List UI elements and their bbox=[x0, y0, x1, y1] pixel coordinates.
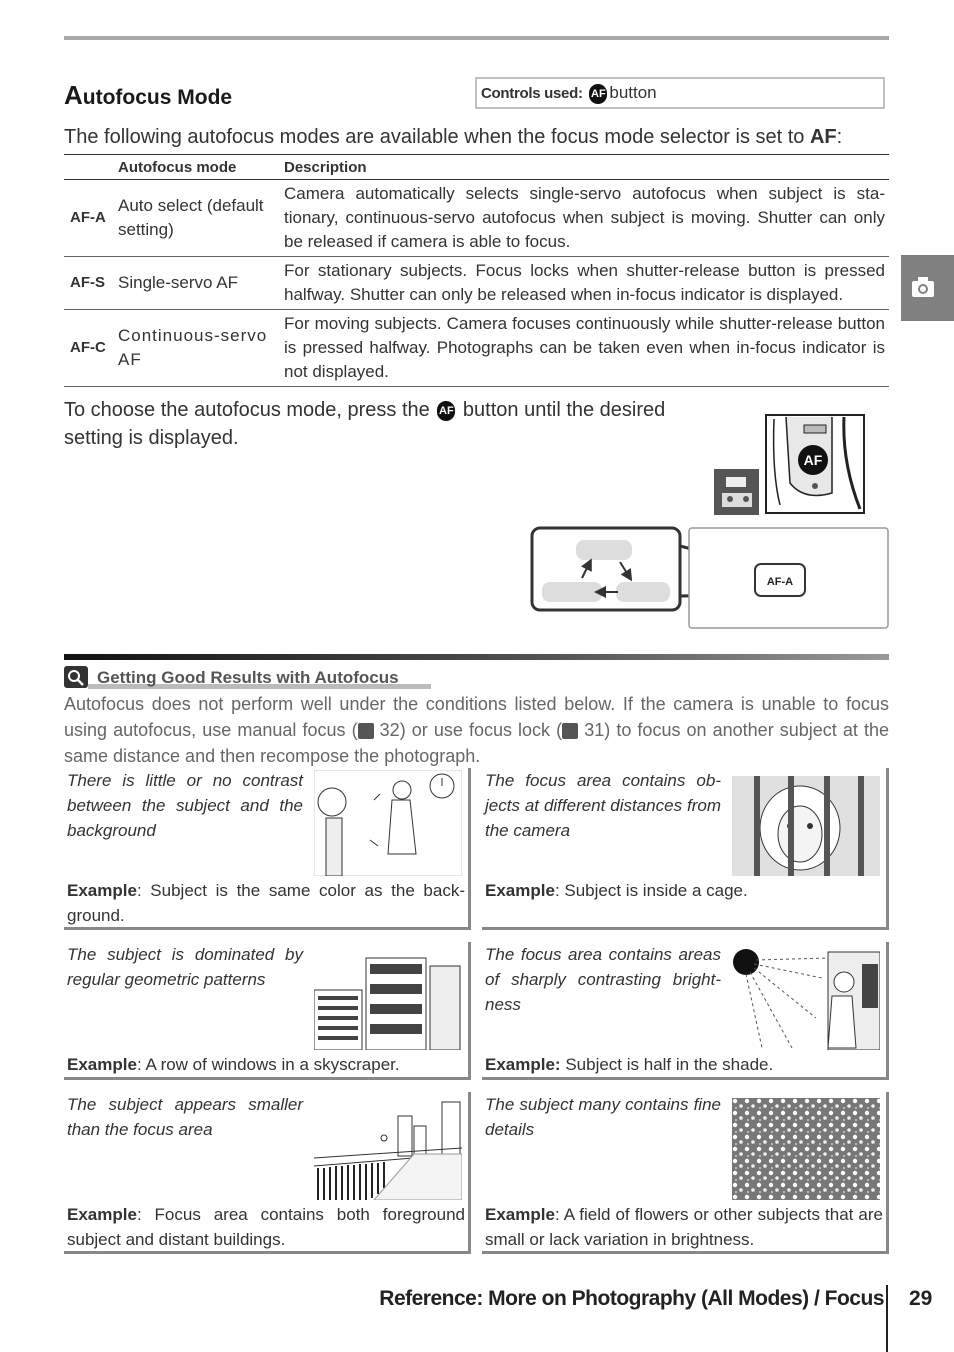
choose-mode-text: To choose the autofocus mode, press the AF button until the desired setting is displayed. bbox=[64, 399, 666, 449]
page-reference-icon bbox=[562, 723, 578, 739]
case-example: Example: A row of windows in a skyscraper. bbox=[67, 1055, 400, 1074]
page-reference-icon bbox=[358, 723, 374, 739]
case-contrasting-brightness bbox=[482, 942, 889, 1080]
controls-label: Controls used: bbox=[481, 85, 583, 102]
mode-name: Single-servo AF bbox=[114, 257, 280, 310]
table-row bbox=[64, 180, 889, 257]
tip-divider bbox=[64, 654, 889, 660]
mode-code: AF-A bbox=[64, 180, 114, 257]
case-example: Example: Subject is half in the shade. bbox=[485, 1055, 774, 1074]
mode-name: Auto select (default setting) bbox=[114, 180, 280, 257]
case-condition: The subject many contains fine details bbox=[485, 1095, 721, 1139]
case-small-subject bbox=[64, 1092, 471, 1254]
case-condition: There is little or no contrast between the subject and the background bbox=[67, 771, 303, 840]
mode-cycle-diagram bbox=[530, 526, 890, 630]
af-button-icon: AF bbox=[589, 84, 607, 104]
af-button-label: AF bbox=[803, 452, 823, 468]
mode-code: AF-C bbox=[64, 310, 114, 387]
autofocus-mode-table bbox=[64, 154, 889, 387]
low-contrast-illustration bbox=[314, 770, 462, 876]
mode-code: AF-S bbox=[64, 257, 114, 310]
skyscraper-illustration bbox=[314, 956, 462, 1050]
camera-icon bbox=[901, 255, 954, 321]
footer-title: Reference: More on Photography (All Modes) / Focus bbox=[379, 1287, 884, 1310]
tip-paragraph: Autofocus does not perform well under the conditions listed below. If the camera is unable to focus using autofocus, use manual focus ( 32) or use focus lock ( 31) to focus on another subject at the same distance and then recompose the photograph. bbox=[64, 694, 889, 766]
lion-cage-illustration bbox=[732, 776, 880, 876]
case-different-distances bbox=[482, 768, 889, 930]
case-fine-details bbox=[482, 1092, 889, 1254]
section-title: Autofocus Mode bbox=[64, 80, 233, 110]
case-example: Example: Focus area contains both foreground subject and distant buildings. bbox=[67, 1205, 465, 1249]
header-description: Description bbox=[280, 155, 889, 180]
case-condition: The subject appears smaller than the focus area bbox=[67, 1095, 303, 1139]
magnifier-icon bbox=[64, 666, 88, 688]
case-geometric-patterns bbox=[64, 942, 471, 1080]
display-mode-label: AF-A bbox=[766, 576, 794, 588]
case-example: Example: Subject is the same color as the back-ground. bbox=[67, 881, 465, 925]
controls-text: button bbox=[609, 83, 657, 102]
case-example: Example: Subject is inside a cage. bbox=[485, 881, 748, 900]
camera-section-tab bbox=[901, 255, 954, 321]
case-low-contrast bbox=[64, 768, 471, 930]
top-rule bbox=[64, 36, 889, 40]
camera-af-button-illustration bbox=[714, 413, 866, 515]
mode-description: For stationary subjects. Focus locks when shutter-release button is pressed halfway. Shutter can only be released when in-focus indicator is displayed. bbox=[280, 257, 889, 310]
intro-text: The following autofocus modes are available when the focus mode selector is set to AF: bbox=[64, 126, 843, 148]
distant-buildings-illustration bbox=[314, 1098, 462, 1200]
case-condition: The focus area contains ob-jects at different distances from the camera bbox=[485, 771, 721, 840]
page-number: 29 bbox=[909, 1287, 933, 1310]
mode-description: For moving subjects. Camera focuses continuously while shutter-release button is pressed halfway. Photographs can be taken even when in-focus indicator is not displayed. bbox=[280, 310, 889, 387]
af-button-icon: AF bbox=[437, 401, 455, 421]
header-autofocus-mode: Autofocus mode bbox=[114, 155, 280, 180]
case-condition: The subject is dominated by regular geometric patterns bbox=[67, 945, 303, 989]
controls-used-box bbox=[475, 77, 885, 109]
case-condition: The focus area contains areas of sharply contrasting bright-ness bbox=[485, 945, 721, 1014]
footer-divider bbox=[886, 1285, 888, 1352]
sun-shade-illustration bbox=[732, 948, 880, 1050]
table-row bbox=[64, 257, 889, 310]
mode-name: Continuous-servo AF bbox=[114, 310, 280, 387]
flower-field-illustration bbox=[732, 1098, 880, 1200]
table-row bbox=[64, 310, 889, 387]
tip-title: Getting Good Results with Autofocus bbox=[97, 668, 399, 687]
mode-description: Camera automatically selects single-servo autofocus when subject is sta-tionary, continuous-servo autofocus when subject is moving. Shutter can only be released if camera is able to focus. bbox=[280, 180, 889, 257]
case-example: Example: A field of flowers or other subjects that are small or lack variation in brightness. bbox=[485, 1205, 883, 1249]
